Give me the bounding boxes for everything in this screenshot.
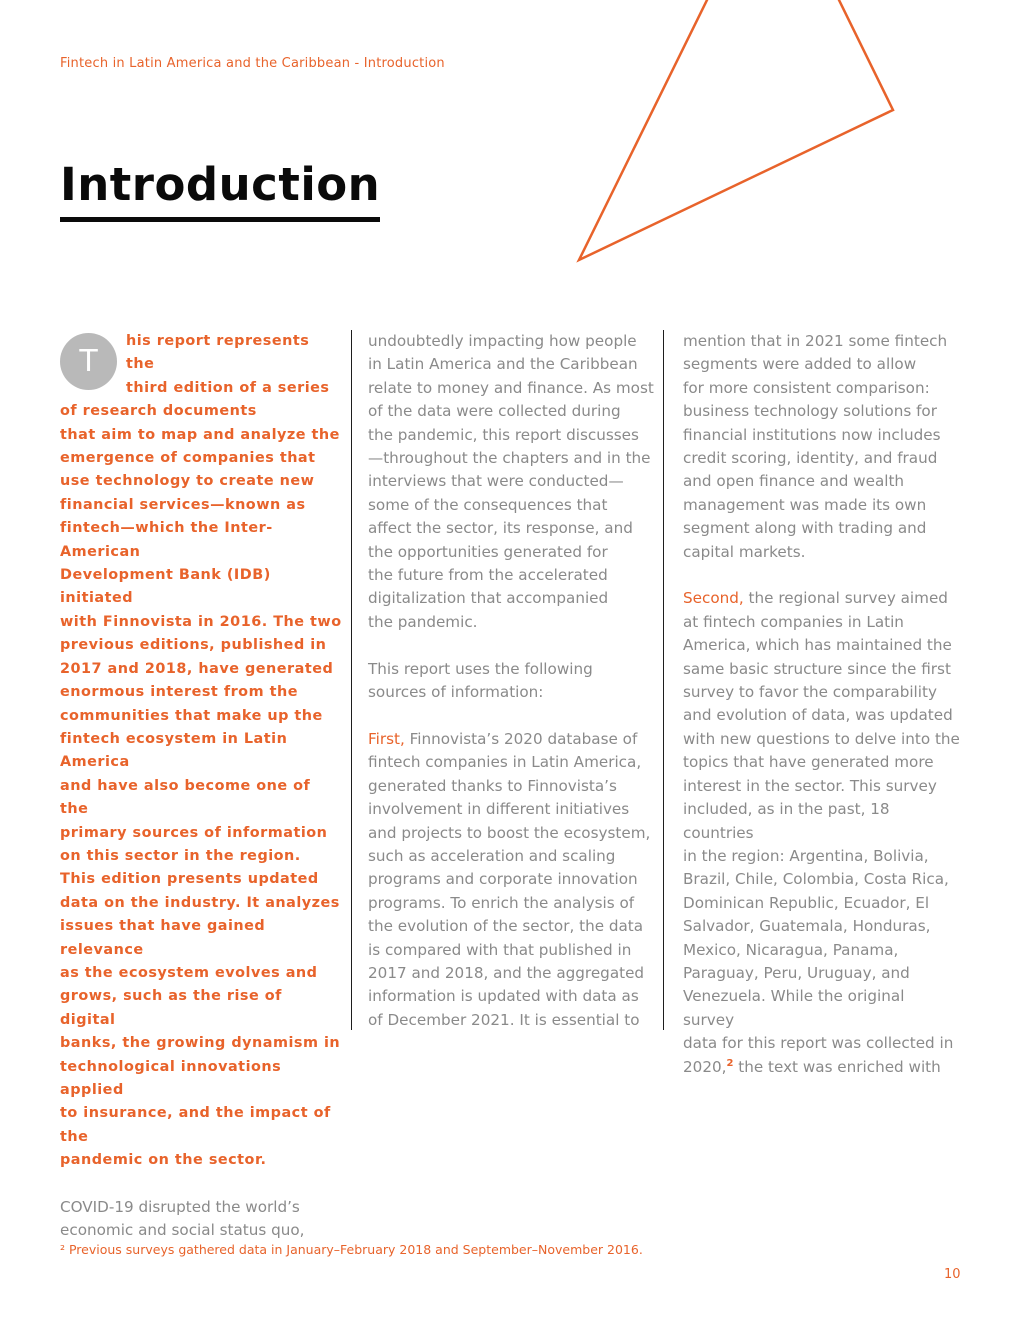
line-text: and open finance and wealth (683, 472, 905, 491)
line-text: Dominican Republic, Ecuador, El (683, 893, 930, 912)
line-text: grows, such as the rise of digital (60, 988, 282, 1028)
line-text: 2017 and 2018, have generated (60, 660, 334, 677)
line-text: Mexico, Nicaragua, Panama, (683, 940, 899, 959)
line-text: communities that make up the (60, 707, 323, 724)
line-text: mention that in 2021 some fintech (683, 332, 948, 350)
line-text: segment along with trading and (683, 519, 927, 538)
line-text: programs. To enrich the analysis of (368, 893, 635, 912)
line-text: business technology solutions for (683, 402, 937, 421)
line-text: to insurance, and the impact of the (60, 1105, 331, 1145)
line-text: COVID-19 disrupted the world’s (60, 1198, 300, 1217)
page-title: Introduction (60, 160, 380, 222)
body-paragraph (368, 728, 665, 1032)
line-text: financial institutions now includes (683, 425, 941, 444)
line-text: financial services—known as (60, 496, 306, 513)
line-text: and evolution of data, was updated (683, 706, 953, 725)
column-1 (60, 330, 342, 1243)
line-text: with Finnovista in 2016. The two (60, 613, 342, 630)
line-text: topics that have generated more (683, 753, 934, 772)
page-number: 10 (944, 1267, 961, 1282)
line-text: on this sector in the region. (60, 847, 301, 864)
paragraph-lead-word: Second, (683, 589, 744, 608)
line-text: Paraguay, Peru, Uruguay, and (683, 963, 910, 982)
line-text: of December 2021. It is essential to (368, 1010, 640, 1029)
line-text: use technology to create new (60, 473, 315, 490)
line-text: the future from the accelerated (368, 566, 608, 585)
line-text: same basic structure since the first (683, 659, 951, 678)
body-paragraph (368, 330, 665, 634)
line-text: fintech ecosystem in Latin America (60, 730, 288, 771)
line-text: This report uses the following (368, 659, 593, 678)
line-text: relate to money and finance. As most (368, 378, 654, 397)
line-text: issues that have gained relevance (60, 918, 266, 958)
line-text: survey to favor the comparability (683, 683, 937, 702)
line-text: in the region: Argentina, Bolivia, (683, 846, 929, 865)
line-text: banks, the growing dynamism in (60, 1035, 341, 1052)
line-text: as the ecosystem evolves and (60, 964, 318, 981)
body-paragraph (683, 587, 960, 1079)
line-text: and projects to boost the ecosystem, (368, 823, 651, 842)
lead-paragraph (60, 330, 342, 1173)
line-text: involvement in different initiatives (368, 800, 630, 819)
line-text: information is updated with data as (368, 987, 639, 1006)
line-text: Brazil, Chile, Colombia, Costa Rica, (683, 870, 949, 889)
line-text: some of the consequences that (368, 495, 608, 514)
line-text: at fintech companies in Latin (683, 612, 904, 631)
line-text: interviews that were conducted— (368, 472, 624, 491)
line-text: technological innovations applied (60, 1058, 282, 1098)
line-text: pandemic on the sector. (60, 1152, 267, 1169)
line-text: such as acceleration and scaling (368, 846, 616, 865)
line-text: generated thanks to Finnovista’s (368, 776, 617, 795)
body-paragraph (60, 1196, 342, 1243)
column-2 (351, 330, 665, 1030)
line-text: fintech companies in Latin America, (368, 753, 642, 772)
line-text: the pandemic. (368, 612, 478, 631)
line-text: This edition presents updated (60, 871, 319, 888)
line-text: sources of information: (368, 683, 544, 702)
line-text: undoubtedly impacting how people (368, 332, 637, 350)
body-paragraph (368, 658, 665, 705)
line-text: of research documents (60, 403, 257, 420)
line-text: that aim to map and analyze the (60, 426, 340, 443)
line-text: emergence of companies that (60, 450, 316, 467)
line-text: with new questions to delve into the (683, 729, 960, 748)
footnote: ² Previous surveys gathered data in January–February 2018 and September–November 2016. (60, 1242, 643, 1257)
line-text: 2017 and 2018, and the aggregated (368, 963, 645, 982)
line-text: segments were added to allow (683, 355, 917, 374)
line-text: interest in the sector. This survey (683, 776, 937, 795)
paragraph-lead-word: First, (368, 729, 405, 748)
line-text: America, which has maintained the (683, 636, 952, 655)
line-text: Finnovista’s 2020 database of (404, 729, 638, 748)
line-text: capital markets. (683, 542, 806, 561)
line-text: management was made its own (683, 495, 927, 514)
line-text: economic and social status quo, (60, 1221, 305, 1240)
line-text: affect the sector, its response, and (368, 519, 633, 538)
line-text: and have also become one of the (60, 777, 311, 818)
line-text: the evolution of the sector, the data (368, 917, 644, 936)
line-text: Salvador, Guatemala, Honduras, (683, 917, 931, 936)
body-paragraph (683, 330, 960, 564)
line-text: his report represents the (126, 333, 310, 373)
line-text: data for this report was collected in (683, 1034, 954, 1053)
line-text: previous editions, published in (60, 637, 327, 654)
running-header: Fintech in Latin America and the Caribbean - Introduction (60, 56, 445, 71)
line-text: for more consistent comparison: (683, 378, 930, 397)
line-text: included, as in the past, 18 countries (683, 800, 890, 842)
line-text: credit scoring, identity, and fraud (683, 449, 938, 468)
line-text: the text was enriched with (733, 1057, 941, 1076)
line-text: enormous interest from the (60, 684, 298, 701)
line-text: third edition of a series (126, 379, 330, 396)
decorative-triangle (560, 0, 920, 280)
line-text: in Latin America and the Caribbean (368, 355, 638, 374)
footnote-reference[interactable]: 2 (726, 1057, 734, 1069)
triangle-outline (579, 0, 893, 260)
column-3 (663, 330, 960, 1076)
line-text: primary sources of information (60, 824, 328, 841)
line-text: fintech—which the Inter-American (60, 520, 273, 560)
line-text: is compared with that published in (368, 940, 632, 959)
line-text: —throughout the chapters and in the (368, 449, 651, 468)
dropcap-circle: T (60, 333, 117, 390)
line-text: digitalization that accompanied (368, 589, 609, 608)
line-text: the regional survey aimed (743, 589, 948, 608)
line-text: Development Bank (IDB) initiated (60, 567, 271, 607)
line-text: programs and corporate innovation (368, 870, 638, 889)
line-text: of the data were collected during (368, 402, 621, 421)
line-text: the pandemic, this report discusses (368, 425, 639, 444)
line-text: Venezuela. While the original survey (683, 987, 905, 1029)
line-text: data on the industry. It analyzes (60, 894, 340, 911)
line-text: 2020, (683, 1057, 727, 1076)
line-text: the opportunities generated for (368, 542, 608, 561)
